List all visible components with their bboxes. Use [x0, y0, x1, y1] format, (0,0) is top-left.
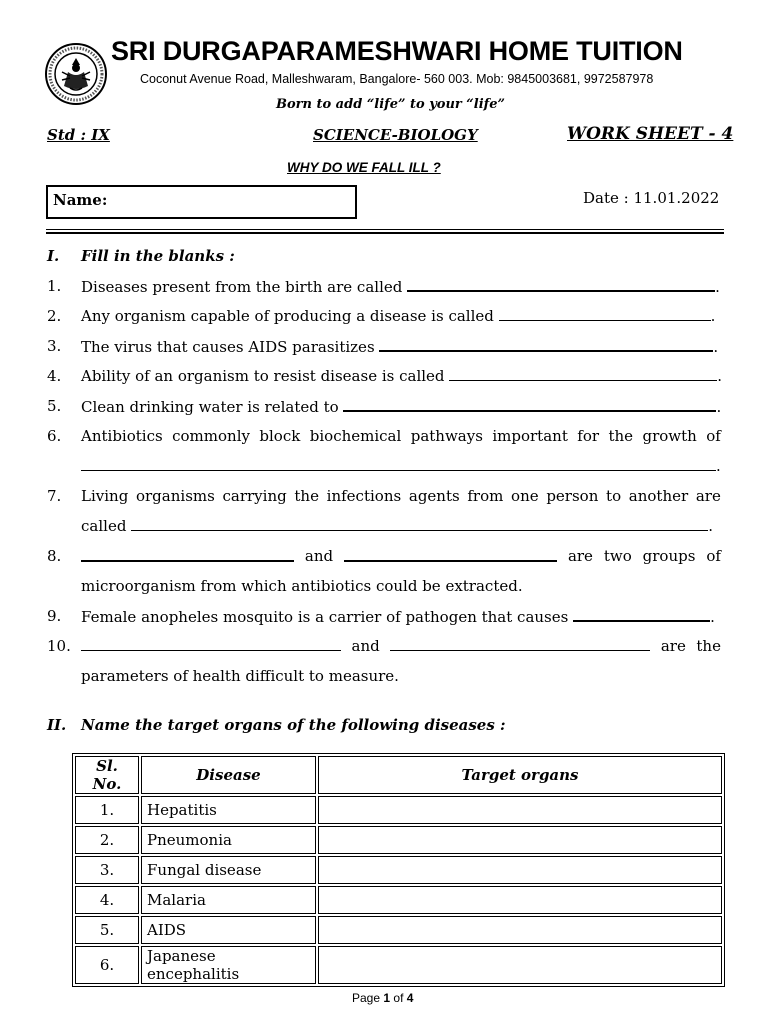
- standard-label: Std : IX: [47, 126, 110, 144]
- question-8: [81, 547, 721, 565]
- word: commonly: [172, 427, 250, 445]
- question-number: 6.: [47, 427, 62, 445]
- question-10-continued: parameters of health difficult to measure.: [81, 667, 399, 685]
- name-label: Name:: [53, 191, 108, 209]
- target-organ-cell[interactable]: [318, 946, 722, 984]
- question-number: 2.: [47, 307, 62, 325]
- word: the: [294, 487, 319, 505]
- word: growth: [642, 427, 697, 445]
- section-number: I.: [47, 247, 60, 265]
- answer-blank[interactable]: [390, 637, 650, 651]
- question-number: 5.: [47, 397, 62, 415]
- question-text: called: [81, 517, 127, 535]
- disease-cell: Hepatitis: [141, 796, 316, 824]
- answer-blank[interactable]: [81, 457, 716, 471]
- word: one: [511, 487, 539, 505]
- period: .: [713, 338, 719, 356]
- section-heading: Fill in the blanks :: [81, 247, 235, 265]
- answer-blank[interactable]: [407, 277, 715, 292]
- word: of: [706, 547, 721, 565]
- question-number: 1.: [47, 277, 62, 295]
- word: two: [603, 547, 632, 565]
- question-number: 9.: [47, 607, 62, 625]
- question-text: Diseases present from the birth are called: [81, 278, 403, 296]
- column-header-target-organs: Target organs: [318, 756, 722, 794]
- word: of: [706, 427, 721, 445]
- table-row: [75, 826, 722, 854]
- period: .: [708, 517, 713, 535]
- column-header-sl-no: Sl. No.: [75, 756, 139, 794]
- of-word: of: [393, 991, 404, 1005]
- word: carrying: [222, 487, 287, 505]
- worksheet-title: WHY DO WE FALL ILL ?: [287, 160, 441, 175]
- word: are: [660, 637, 686, 655]
- question-text: The virus that causes AIDS parasitizes: [81, 338, 375, 356]
- target-organ-cell[interactable]: [318, 916, 722, 944]
- question-number: 7.: [47, 487, 62, 505]
- answer-blank[interactable]: [343, 397, 716, 412]
- table-row: [75, 946, 722, 984]
- section-heading: Name the target organs of the following diseases :: [81, 716, 506, 734]
- word: the: [608, 427, 634, 445]
- target-organ-cell[interactable]: [318, 796, 722, 824]
- answer-blank[interactable]: [573, 607, 710, 622]
- page-total: 4: [406, 991, 414, 1005]
- word: to: [606, 487, 622, 505]
- word: another: [628, 487, 689, 505]
- sl-no-cell: 3.: [75, 856, 139, 884]
- table-header-row: [75, 756, 722, 794]
- name-field[interactable]: [46, 185, 357, 219]
- period: .: [710, 307, 716, 325]
- page-word: Page: [352, 991, 381, 1005]
- date-label: Date : 11.01.2022: [583, 189, 720, 207]
- word: agents: [408, 487, 460, 505]
- answer-blank[interactable]: [449, 367, 717, 381]
- word: Living: [81, 487, 129, 505]
- section-number: II.: [47, 716, 67, 734]
- question-7: [81, 487, 721, 505]
- question-text: Any organism capable of producing a disease is called: [81, 307, 494, 325]
- word: important: [492, 427, 568, 445]
- period: .: [710, 608, 715, 626]
- question-text: Ability of an organism to resist disease is called: [81, 367, 445, 385]
- period: .: [716, 398, 722, 416]
- disease-cell: Pneumonia: [141, 826, 316, 854]
- sl-no-cell: 4.: [75, 886, 139, 914]
- word: block: [259, 427, 301, 445]
- target-organs-table: [72, 753, 725, 987]
- question-number: 3.: [47, 337, 62, 355]
- target-organ-cell[interactable]: [318, 856, 722, 884]
- word: for: [577, 427, 600, 445]
- target-organ-cell[interactable]: [318, 886, 722, 914]
- table-row: [75, 886, 722, 914]
- word: are: [695, 487, 721, 505]
- word: and: [351, 637, 380, 655]
- table-row: [75, 916, 722, 944]
- word: infections: [326, 487, 402, 505]
- table-row: [75, 856, 722, 884]
- word: organisms: [135, 487, 215, 505]
- question-number: 10.: [47, 637, 71, 655]
- question-6: [81, 427, 721, 445]
- question-1: [81, 277, 720, 296]
- answer-blank[interactable]: [379, 337, 713, 352]
- divider: [46, 232, 724, 234]
- word: are: [567, 547, 593, 565]
- question-5: [81, 397, 721, 416]
- period: .: [717, 367, 723, 385]
- sl-no-cell: 6.: [75, 946, 139, 984]
- question-text: Female anopheles mosquito is a carrier of pathogen that causes: [81, 608, 569, 626]
- word: and: [304, 547, 334, 565]
- worksheet-label: WORK SHEET - 4: [567, 124, 734, 144]
- page-number: 1: [383, 991, 391, 1005]
- period: .: [716, 457, 721, 475]
- word: the: [696, 637, 721, 655]
- answer-blank[interactable]: [499, 307, 711, 321]
- question-number: 4.: [47, 367, 62, 385]
- word: from: [467, 487, 504, 505]
- word: person: [546, 487, 599, 505]
- divider: [46, 229, 724, 230]
- question-9: [81, 607, 715, 626]
- disease-cell: Fungal disease: [141, 856, 316, 884]
- disease-cell: AIDS: [141, 916, 316, 944]
- word: groups: [642, 547, 696, 565]
- answer-blank[interactable]: [81, 637, 341, 651]
- answer-blank[interactable]: [131, 517, 708, 531]
- question-7-continued: [81, 517, 713, 535]
- page-footer: [352, 991, 413, 1005]
- sl-no-cell: 1.: [75, 796, 139, 824]
- question-6-continued: [81, 457, 721, 475]
- question-text: Clean drinking water is related to: [81, 398, 339, 416]
- word: pathways: [410, 427, 483, 445]
- table-row: [75, 796, 722, 824]
- period: .: [715, 278, 720, 296]
- sl-no-cell: 5.: [75, 916, 139, 944]
- question-8-continued: microorganism from which antibiotics could be extracted.: [81, 577, 523, 595]
- answer-blank[interactable]: [344, 547, 557, 562]
- target-organ-cell[interactable]: [318, 826, 722, 854]
- question-4: [81, 367, 722, 385]
- subject-label: SCIENCE-BIOLOGY: [313, 126, 478, 144]
- motto: Born to add “life” to your “life”: [276, 97, 505, 112]
- column-header-disease: Disease: [141, 756, 316, 794]
- question-number: 8.: [47, 547, 62, 565]
- sl-no-cell: 2.: [75, 826, 139, 854]
- deity-seal-icon: [44, 42, 108, 106]
- question-3: [81, 337, 718, 356]
- school-name: SRI DURGAPARAMESHWARI HOME TUITION: [111, 36, 683, 66]
- word: biochemical: [309, 427, 402, 445]
- question-10: [81, 637, 721, 655]
- school-address: Coconut Avenue Road, Malleshwaram, Bangalore- 560 003. Mob: 9845003681, 9972587978: [140, 72, 654, 86]
- disease-cell: Japanese encephalitis: [141, 946, 316, 984]
- question-2: [81, 307, 715, 325]
- word: Antibiotics: [81, 427, 163, 445]
- answer-blank[interactable]: [81, 547, 294, 562]
- disease-cell: Malaria: [141, 886, 316, 914]
